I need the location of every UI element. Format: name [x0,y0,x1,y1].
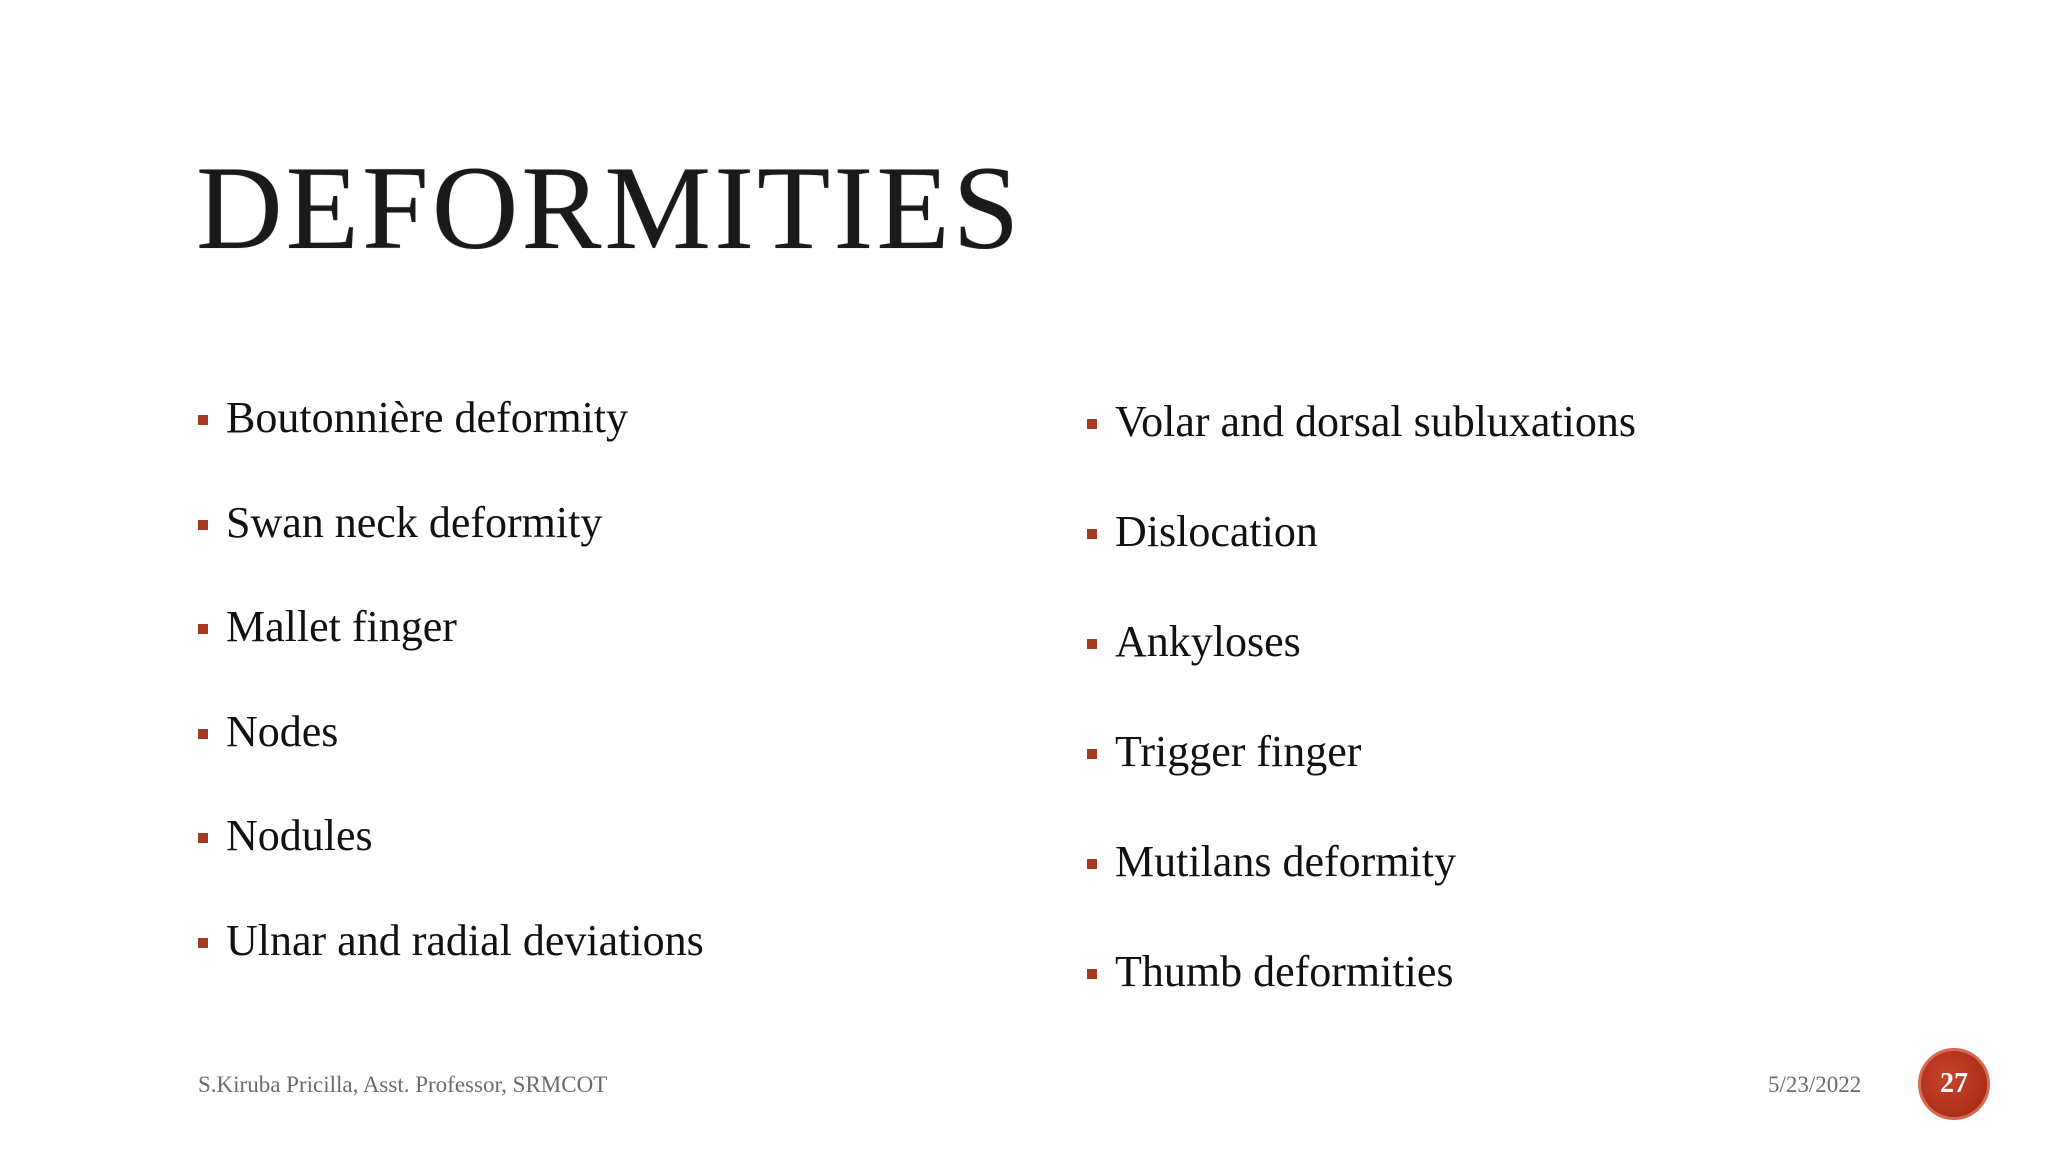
list-item [198,497,1018,602]
list-item-label: Ankyloses [1115,617,1301,666]
list-item-label: Swan neck deformity [226,497,603,547]
left-bullet-list [198,392,1018,1019]
list-item [1087,946,1987,1056]
list-item [198,810,1018,915]
list-item [198,601,1018,706]
list-item [198,392,1018,497]
list-item [1087,616,1987,726]
list-item [1087,396,1987,506]
square-bullet-icon [1087,639,1097,649]
list-item-label: Nodes [226,706,339,756]
list-item-label: Volar and dorsal subluxations [1115,397,1637,446]
list-item-label: Nodules [226,811,373,860]
list-item-label: Dislocation [1115,507,1318,556]
square-bullet-icon [1087,859,1097,869]
page-number: 27 [1940,1068,1968,1099]
square-bullet-icon [198,415,208,425]
square-bullet-icon [1087,419,1097,429]
square-bullet-icon [1087,969,1097,979]
square-bullet-icon [198,624,208,634]
list-item-label: Mutilans deformity [1115,837,1456,886]
list-item [1087,836,1987,946]
slide-title: DEFORMITIES [196,141,1023,274]
square-bullet-icon [198,938,208,948]
square-bullet-icon [1087,749,1097,759]
list-item-label: Boutonnière deformity [226,393,629,442]
list-item-label: Ulnar and radial deviations [226,915,704,965]
list-item-label: Trigger finger [1115,727,1362,776]
square-bullet-icon [198,833,208,843]
footer-author: S.Kiruba Pricilla, Asst. Professor, SRMCOT [198,1072,608,1097]
list-item [198,706,1018,811]
list-item-label: Thumb deformities [1115,947,1454,996]
list-item [1087,726,1987,836]
right-bullet-list [1087,396,1987,1056]
list-item-label: Mallet finger [226,602,457,651]
page-number-badge [1918,1048,1990,1120]
footer-date: 5/23/2022 [1768,1072,1862,1097]
square-bullet-icon [198,520,208,530]
list-item [198,915,1018,1020]
square-bullet-icon [1087,529,1097,539]
list-item [1087,506,1987,616]
square-bullet-icon [198,729,208,739]
